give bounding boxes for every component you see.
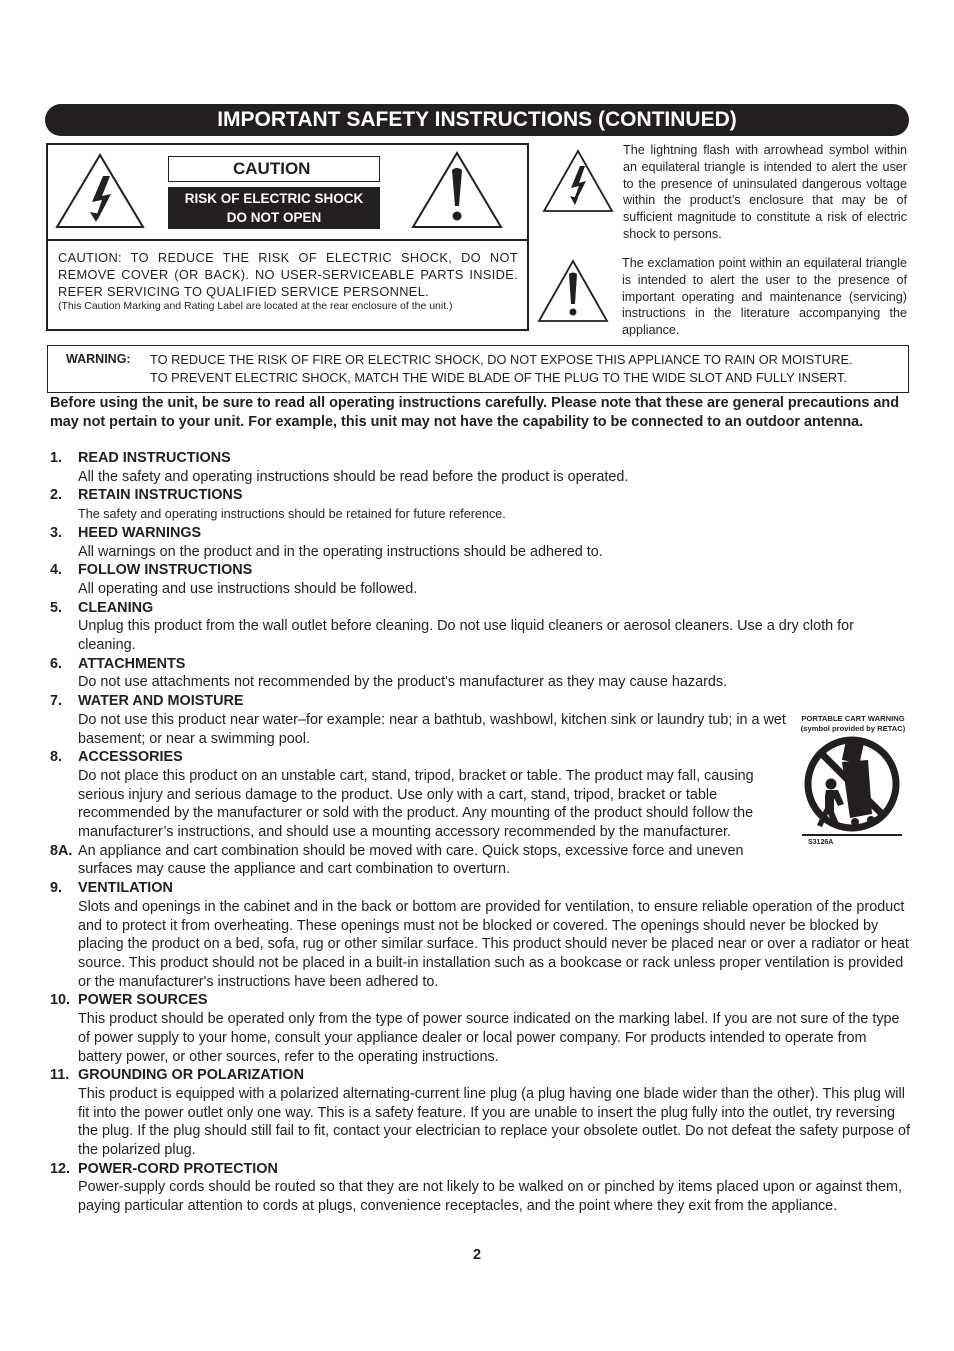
- exclamation-warning-icon: [410, 150, 504, 230]
- warning-line-1: TO REDUCE THE RISK OF FIRE OR ELECTRIC SHOCK, DO NOT EXPOSE THIS APPLIANCE TO RAIN OR MOISTURE.: [150, 352, 853, 367]
- list-item: [50, 991, 910, 1066]
- item-number: 2.: [50, 487, 63, 504]
- item-title: GROUNDING OR POLARIZATION: [78, 1067, 304, 1084]
- list-item: [50, 561, 910, 598]
- cart-warning-title-line-2: (symbol provided by RETAC): [800, 724, 906, 733]
- item-body: Slots and openings in the cabinet and in the back or bottom are provided for ventilation, to ensure reliable operation of the product and to protect it from overheating. These openings must not be blocked or covered. The openings should never be blocked by placing the product on a bed, sofa, rug or other similar surface. This product should never be placed near or over a radiator or heat source. This product should not be placed in a built-in installation such as a bookcase or rack unless proper ventilation is provided or the manufacturer's instructions have been adhered to.: [78, 898, 909, 990]
- page-title: IMPORTANT SAFETY INSTRUCTIONS (CONTINUED): [45, 104, 909, 136]
- item-title: VENTILATION: [78, 880, 173, 897]
- item-body: Power-supply cords should be routed so that they are not likely to be walked on or pinched by items placed upon or against them, paying particular attention to cords at plugs, convenience receptacles, and the point where they exit from the appliance.: [78, 1179, 902, 1215]
- exclamation-symbol-text: The exclamation point within an equilateral triangle is intended to alert the user to the presence of important operating and maintenance (servicing) instructions in the literature accompanying the appliance.: [622, 256, 907, 338]
- list-item: [50, 842, 910, 879]
- cart-warning-title-line-1: PORTABLE CART WARNING: [801, 714, 905, 723]
- cart-warning-code: S3126A: [808, 839, 834, 846]
- item-body: This product should be operated only from the type of power source indicated on the marking label. If you are not sure of the type of power supply to your home, consult your appliance dealer or local power company. For products intended to operate from battery power, or other sources, refer to the operating instructions.: [78, 1011, 900, 1065]
- item-number: 1.: [50, 450, 63, 466]
- item-body: This product is equipped with a polarized alternating-current line plug (a plug having one blade wider than the other). This plug will fit into the power outlet only one way. This is a safety feature. If you are unable to insert the plug fully into the outlet, try reversing the plug. If the plug should still fail to fit, contact your electrician to replace your obsolete outlet. Do not defeat the safety purpose of the polarized plug.: [78, 1085, 910, 1159]
- item-number: 9.: [50, 880, 63, 897]
- list-item: [50, 692, 910, 748]
- item-title: WATER AND MOISTURE: [78, 693, 244, 710]
- instruction-list: [50, 449, 910, 1216]
- item-title: FOLLOW INSTRUCTIONS: [78, 562, 253, 579]
- risk-line-1: RISK OF ELECTRIC SHOCK: [184, 191, 364, 206]
- item-number: 10.: [50, 992, 71, 1009]
- item-body: Do not place this product on an unstable cart, stand, tripod, bracket or table. The product may fall, causing serious injury and serious damage to the product. Use only with a cart, stand, tripod, bracket or table recommended by the manufacturer or sold with the product. Any mounting of the product should follow the manufacturer’s instructions, and should use a mounting accessory recommended by the manufacturer.: [78, 767, 754, 841]
- warning-line-2: TO PREVENT ELECTRIC SHOCK, MATCH THE WIDE BLADE OF THE PLUG TO THE WIDE SLOT AND FULLY INSERT.: [150, 370, 847, 385]
- item-body: Unplug this product from the wall outlet before cleaning. Do not use liquid cleaners or aerosol cleaners. Use a dry cloth for cleaning.: [78, 618, 854, 654]
- lightning-symbol-text: The lightning flash with arrowhead symbol within an equilateral triangle is intended to alert the user to the presence of uninsulated dangerous voltage within the product’s enclosure that may be of sufficient magnitude to constitute a risk of electric shock to persons.: [623, 143, 907, 241]
- caution-note: (This Caution Marking and Rating Label are located at the rear enclosure of the unit.): [58, 300, 453, 312]
- list-item: [50, 599, 910, 655]
- item-number: 5.: [50, 599, 63, 616]
- item-number: 7.: [50, 693, 63, 710]
- item-number: 6.: [50, 655, 63, 672]
- caution-label: CAUTION: [168, 156, 380, 182]
- item-body: An appliance and cart combination should be moved with care. Quick stops, excessive force and uneven surfaces may cause the appliance and cart combination to overturn.: [78, 842, 744, 878]
- item-title: READ INSTRUCTIONS: [78, 450, 231, 466]
- item-body: All warnings on the product and in the operating instructions should be adhered to.: [78, 543, 603, 560]
- list-item: [50, 879, 910, 991]
- item-number: 12.: [50, 1160, 71, 1177]
- warning-text: [150, 351, 853, 387]
- lightning-symbol-icon: [542, 148, 614, 214]
- item-number: 4.: [50, 562, 63, 579]
- item-title: POWER-CORD PROTECTION: [78, 1160, 278, 1177]
- item-body: The safety and operating instructions should be retained for future reference.: [78, 507, 506, 522]
- list-item: [50, 1066, 910, 1160]
- portable-cart-warning-icon: [798, 734, 906, 838]
- item-body: Do not use attachments not recommended by the product's manufacturer as they may cause hazards.: [78, 674, 728, 691]
- risk-of-shock-label: [168, 187, 380, 229]
- item-title: ATTACHMENTS: [78, 655, 186, 672]
- list-item: [50, 524, 910, 561]
- list-item: [50, 655, 910, 692]
- item-title: HEED WARNINGS: [78, 524, 202, 541]
- intro-paragraph: Before using the unit, be sure to read all operating instructions carefully. Please note that these are general precautions and may not pertain to your unit. For example, this unit may not have the capability to be connected to an outdoor antenna.: [50, 395, 899, 430]
- risk-line-2: DO NOT OPEN: [226, 210, 322, 225]
- item-title: RETAIN INSTRUCTIONS: [78, 487, 243, 504]
- item-title: CLEANING: [78, 599, 154, 616]
- item-body: Do not use this product near water–for example: near a bathtub, washbowl, kitchen sink or laundry tub; in a wet basement; or near a swimming pool.: [78, 711, 786, 747]
- item-title: ACCESSORIES: [78, 749, 183, 766]
- lightning-warning-icon: [54, 152, 146, 230]
- list-item: [50, 1160, 910, 1216]
- list-item: [50, 449, 910, 486]
- exclamation-symbol-icon: [537, 258, 609, 324]
- caution-divider: [46, 239, 529, 241]
- item-number: 8A.: [50, 842, 73, 859]
- item-number: 3.: [50, 524, 63, 541]
- caution-text: CAUTION: TO REDUCE THE RISK OF ELECTRIC SHOCK, DO NOT REMOVE COVER (OR BACK). NO USER-SERVICEABLE PARTS INSIDE. REFER SERVICING TO QUALIFIED SERVICE PERSONNEL.: [58, 250, 518, 299]
- cart-warning-title: [798, 714, 908, 734]
- page-number: 2: [472, 1247, 482, 1263]
- item-title: POWER SOURCES: [78, 992, 208, 1009]
- item-body: All the safety and operating instructions should be read before the product is operated.: [78, 468, 629, 485]
- item-number: 8.: [50, 749, 63, 766]
- item-number: 11.: [50, 1067, 70, 1084]
- item-body: All operating and use instructions should be followed.: [78, 580, 418, 597]
- list-item: [50, 486, 910, 523]
- list-item: [50, 748, 910, 842]
- warning-label: WARNING:: [66, 352, 131, 366]
